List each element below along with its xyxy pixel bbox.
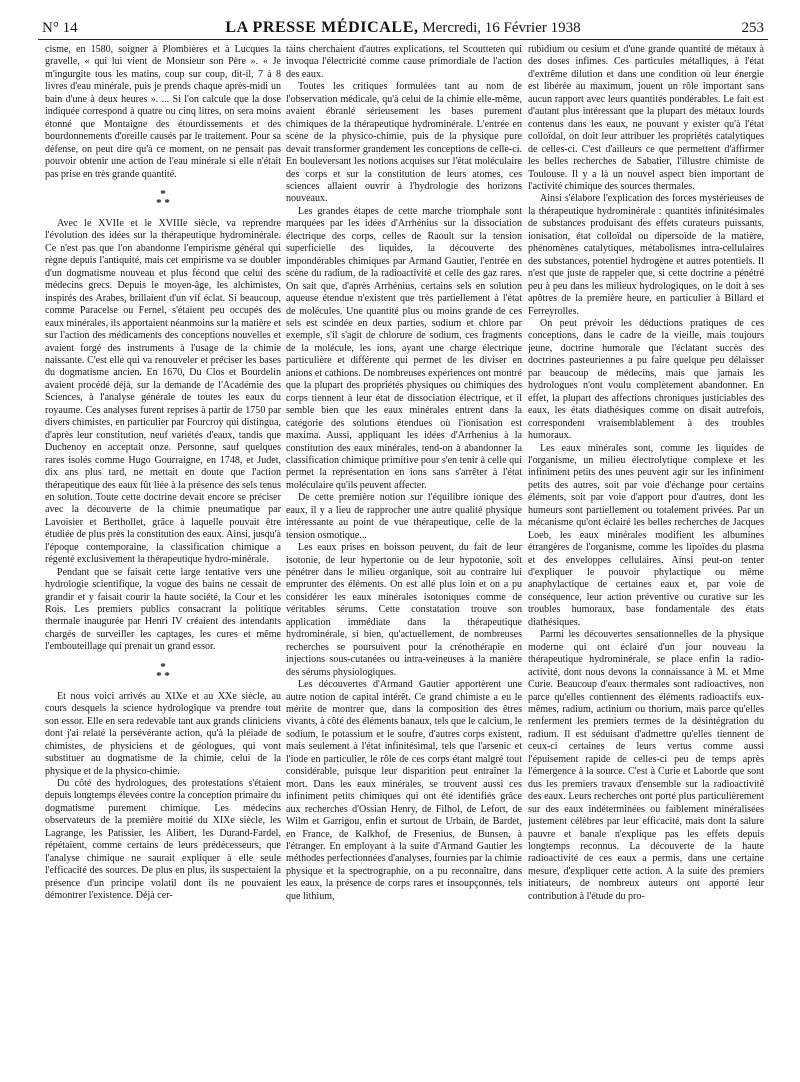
masthead: [38, 20, 768, 36]
paragraph: Les eaux minérales sont, comme les liquides de l'organisme, un milieu électrolytique complexe et les infiniment petits des unes peuvent agir sur les infiniment petits des autres, soit par voie d'échange pour certains éléments, soit par voie d'apport pour d'autres, dont les humeurs sont partiellement ou totalement privées. Par un mécanisme qu'ont éclairé les belles recherches de Jacques Loeb, les eaux minérales modifient les albumines étrangères de l'organisme, comme les lipoïdes du plasma et des enveloppes cellulaires. Ainsi peut-on tenter d'expliquer le pouvoir phylactique ou même anaphylactique de certaines eaux et, par voie de conséquence, leur action préventive ou curative sur les troubles humoraux, base fondamentale des états diathésiques.: [528, 442, 764, 628]
paragraph: De cette première notion sur l'équilibre ionique des eaux, il y a lieu de rapprocher une autre qualité physique intéressante au point de vue thérapeutique, celle de la tension osmotique...: [286, 492, 522, 541]
paragraph: Pendant que se faisait cette large tentative vers une hydrologie scientifique, la vogue des bains ne cessait de grandir et y faisait courir la haute société, la Cour et les Rois. Les premiers publics consacrant la politique thermale inaugurée par Henri IV créaient des intendants chargés de surveiller les captages, les cures et même l'embouteillage qui prenait un grand essor.: [45, 566, 281, 653]
issue-date: Mercredi, 16 Février 1938: [422, 20, 581, 36]
separator-star: *: [160, 660, 166, 673]
text-column-2: [286, 44, 522, 1074]
separator-stars: * *: [156, 196, 170, 209]
separator-stars: * *: [156, 669, 170, 682]
paragraph: On peut prévoir les déductions pratiques de ces conceptions, dans le cadre de la vieille, mais toujours jeune, doctrine humorale que l'éclatant succès des doctrines pasteuriennes a pu faire quelque peu délaisser par beaucoup de médecins, mais que jamais les hydrologues n'ont voulu complètement abandonner. En effet, la plupart des affections chroniques justiciables des eaux, les états diathésiques comme on disait autrefois, correspondent vraisemblablement à des troubles humoraux.: [528, 317, 764, 442]
text-column-3: [528, 44, 764, 1074]
section-separator: [45, 187, 281, 209]
journal-title: LA PRESSE MÉDICALE,: [225, 19, 419, 36]
page-number: 253: [741, 20, 764, 36]
page-header: [38, 16, 768, 40]
paragraph: Parmi les découvertes sensationnelles de la physique moderne qui ont éclairé d'un jour nouveau la thérapeutique hydrominérale, se place enfin la radio-activité, dont nous devons la connaissance à M. et Mme Curie. Beaucoup d'eaux thermales sont radioactives, non parce qu'elles contiennent des éléments radioactifs eux-mêmes, radium, actinium ou thorium, mais parce qu'elles renferment les premiers termes de la désintégration du radium. Il est séduisant d'admettre qu'elles tiennent de ceux-ci certaines de leurs vertus comme aussi l'épuisement rapide de celles-ci peu de temps après l'émergence à la source. C'est à Curie et Laborde que sont dus les premiers travaux d'ensemble sur la radioactivité des eaux. Leurs recherches ont porté plus particulièrement sur des eaux indéterminées ou faiblement minéralisées justement célèbres par leur efficacité, mais dont la salure pauvre et banale n'explique pas les effets depuis longtemps reconnus. La découverte de la haute radioactivité de ces eaux a permis, dans une certaine mesure, d'expliquer cette action. A la suite des premiers initiateurs, de nombreux auteurs ont apporté leur contribution à l'étude du pro-: [528, 629, 764, 902]
text-column-1: [45, 44, 281, 1074]
issue-number: N° 14: [42, 20, 78, 36]
paragraph: Les découvertes d'Armand Gautier apportèrent une autre notion de capital intérêt. Ce grand chimiste a eu le mérite de montrer que, dans la composition des êtres vivants, à côté des éléments banaux, tels que le calcium, le sodium, le potassium et le soufre, d'autres corps existent, mais seulement à l'état infinitésimal, tels que l'arsenic et l'iode en particulier, le rôle de ces corps étant malgré tout considérable, puisque leur disparition peut entraîner la mort. Dans les eaux minérales, se trouvent aussi ces infiniment petits chimiques qui ont été identifiés grâce aux recherches d'Ossian Henry, de Filhol, de Lefort, de Wilm et Garrigou, enfin et surtout de Urbain, de Bardet, en France, de Kalkhof, de Fresenius, de Bunsen, à l'étranger. En employant à la suite d'Armand Gautier les méthodes perfectionnées d'analyses, fournies par la chimie physique et la spectrographie, on a pu reconnaître, dans les eaux, la présence de corps rares et insoupçonnés, tels que lithium,: [286, 679, 522, 902]
paragraph: rubidium ou cesium et d'une grande quantité de métaux à des doses infimes. Ces particules métalliques, à l'état d'extrême dilution et dans une condition où leur énergie est libérée au maximum, jouent un rôle important sans aucun rapport avec leurs quantités pondérables. Le fait est d'autant plus intéressant que la plupart des métaux lourds contenus dans les eaux, ne pouvant y exister qu'à l'état colloïdal, on doit leur attribuer les propriétés catalytiques de celles-ci. C'est d'ailleurs ce que permettent d'affirmer les belles recherches de Sabatier, l'illustre chimiste de Toulouse. Il y a là un nouvel aspect bien important de l'activité chimique des sources thermales.: [528, 44, 764, 192]
paragraph: Avec le XVIIe et le XVIIIe siècle, va reprendre l'évolution des idées sur la thérapeutique hydrominérale. Ce n'est pas que l'on abandonne l'empirisme général qui règne depuis l'antiquité, mais cet empirisme va se doubler d'un dogmatisme nouveau et plus fécond que celui des médecins grecs. Depuis le moyen-âge, les alchimistes, inspirés des Arabes, brillaient d'un vif éclat. Si beaucoup, comme Paracelse ou Fernel, s'étaient peu occupés des eaux minérales, ils apportaient néanmoins sur la matière et sur l'action des médicaments des conceptions nouvelles et avaient forgé des instruments à l'usage de la chimie naissante. C'est elle qui va renouveler et préciser les bases du dogmatisme ancien. En 1670, Du Clos et Bourdelin avaient procédé déjà, sur la demande de l'Académie des Sciences, à l'analyse générale de toutes les eaux du royaume. Ces analyses furent reprises à partir de 1750 par divers chimistes, en particulier par Fourcroy qui distingua, d'après leur constitution, neuf variétés d'eaux, tandis que Duchenoy en acceptait onze. Personne, sauf quelques rares isolés comme Hugo Gourraigne, en 1748, et Judet, dix ans plus tard, ne mettait en doute que l'action thérapeutique des eaux fût liée à la présence des sels tenus en solution. Toute cette doctrine devait encore se préciser avec la découverte de la chimie pneumatique par Lavoisier et Berthollet, grâce à laquelle pouvait être étudiée de plus près la constitution des eaux. Ainsi, jusqu'à l'époque contemporaine, la classification chimique a régenté exclusivement la thérapeutique hydro-minérale.: [45, 217, 281, 566]
paragraph: Les eaux prises en boisson peuvent, du fait de leur isotonie, de leur hypertonie ou de leur hypotonie, soit pénétrer dans le milieu organique, soit au contraire lui emprunter des éléments. On est allé plus loin et on a pu considérer les eaux minérales isotoniques comme de véritables sérums. Cette constatation trouve son application immédiate dans la thérapeutique hydrominérale, si bien, qu'actuellement, de nombreuses recherches se poursuivent pour la crénothérapie en injections sous-cutanées ou intra-veineuses à la manière des sérums physiologiques.: [286, 542, 522, 678]
section-separator: [45, 660, 281, 682]
paragraph: Toutes les critiques formulées tant au nom de l'observation médicale, qu'à celui de la chimie elle-même, avaient ébranlé sérieusement les bases purement chimiques de la thérapeutique hydrominérale. L'entrée en scène de la physico-chimie, puis de la physique pure devait transformer grandement les conceptions de celle-ci. En bouleversant les notions acquises sur l'état moléculaire des corps et sur la constitution de leurs atomes, ces sciences allaient ouvrir à l'hydrologie des horizons nouveaux.: [286, 81, 522, 205]
paragraph: Et nous voici arrivés au XIXe et au XXe siècle, au cours desquels la science hydrologique va prendre tout son essor. Elle en sera redevable tant aux grands cliniciens dont j'ai relaté la persévérante action, qu'à la pléiade de chimistes, de physiciens et de géologues, qui vont substituer au dogmatisme de la chimie, celui de la physique et de la physico-chimie.: [45, 690, 281, 777]
paragraph: tains cherchaient d'autres explications, tel Scoutteten qui invoqua l'électricité comme cause primordiale de l'action des eaux.: [286, 44, 522, 80]
paragraph: Ainsi s'élabore l'explication des forces mystérieuses de la thérapeutique hydrominérale : quantités infinitésimales de substances produisant des effets curateurs puissants, ionisation, état colloïdal ou dipersoïde de la matière, phénomènes catalytiques, métabolismes intra-cellulaires des substances, potentiel hydrogène et autres potentiels. Il n'est que juste de rappeler que, si cette doctrine a pénétré peu à peu dans les milieux hydrologiques, on le doit à ses apôtres de la première heure, en particulier à Billard et Ferreyrolles.: [528, 193, 764, 317]
paragraph: cisme, en 1580, soigner à Plombières et à Lucques la gravelle, « qui lui vient de Monsieur son Père ». « Je m'ingurgite tous les matins, coup sur coup, dit-il, 7 à 8 livres d'eau minérale, puis je prends chaque après-midi un bain d'une à deux heures ». ... Si l'on calcule que la dose indiquée correspond à quatre ou cinq litres, on sera moins étonné que Montaigne des étourdissements et des bourdonnements d'oreille causés par le traitement. Pour sa défense, on peut dire qu'à ce moment, on ne pensait pas pouvoir obtenir une action de l'eau minérale si elle n'était pas prise en très grande quantité.: [45, 44, 281, 180]
paragraph: Du côté des hydrologues, des protestations s'étaient depuis longtemps élevées contre la conception primaire du dogmatisme purement chimique. Les médecins observateurs de la première moitié du XIXe siècle, les Lagrange, les Patissier, les Alibert, les Durand-Fardel, répétaient, comme certains de leurs prédécesseurs, que l'analyse chimique ne saurait expliquer à elle seule l'efficacité des sources. De plus en plus, ils suspectaient la présence d'un principe volatil dont ils ne pouvaient démontrer l'existence. Déjà cer-: [45, 778, 281, 902]
header-rule: [38, 39, 768, 40]
separator-star: *: [160, 187, 166, 200]
paragraph: Les grandes étapes de cette marche triomphale sont marquées par les idées d'Arrhénius sur la dissociation électrique des corps, celles de Raoult sur la tension superficielle des liquides, la découverte des impondérables chimiques par Armand Gautier, l'entrée en scène du radium, de la radioactivité et celle des gaz rares. On sait que, d'après Arrhénius, certains sels en solution aqueuse étendue n'existent que très partiellement à l'état de molécules. Une quantité plus ou moins grande de ces sels est scindée en deux parties, sodium et chlore par exemple, s'il s'agit de chlorure de sodium, ces fragments de la molécule, les ions, ayant une charge électrique particulière et différente qui permet de les diviser en anions et cathions. De nombreuses expériences ont montré que la plupart des propriétés physiques ou chimiques des corps tiennent à leur état de dissociation électrique, et il semble bien que les eaux minérales entrent dans la catégorie des solutions étendues où l'ionisation est maxima. Aussi, appliquant les idées d'Arrhenius à la constitution des eaux minérales, tend-on à abandonner la classification chimique primitive pour s'en tenir à celle qui permet la représentation en ions sans s'arrêter à l'état moléculaire qu'ils peuvent affecter.: [286, 205, 522, 491]
